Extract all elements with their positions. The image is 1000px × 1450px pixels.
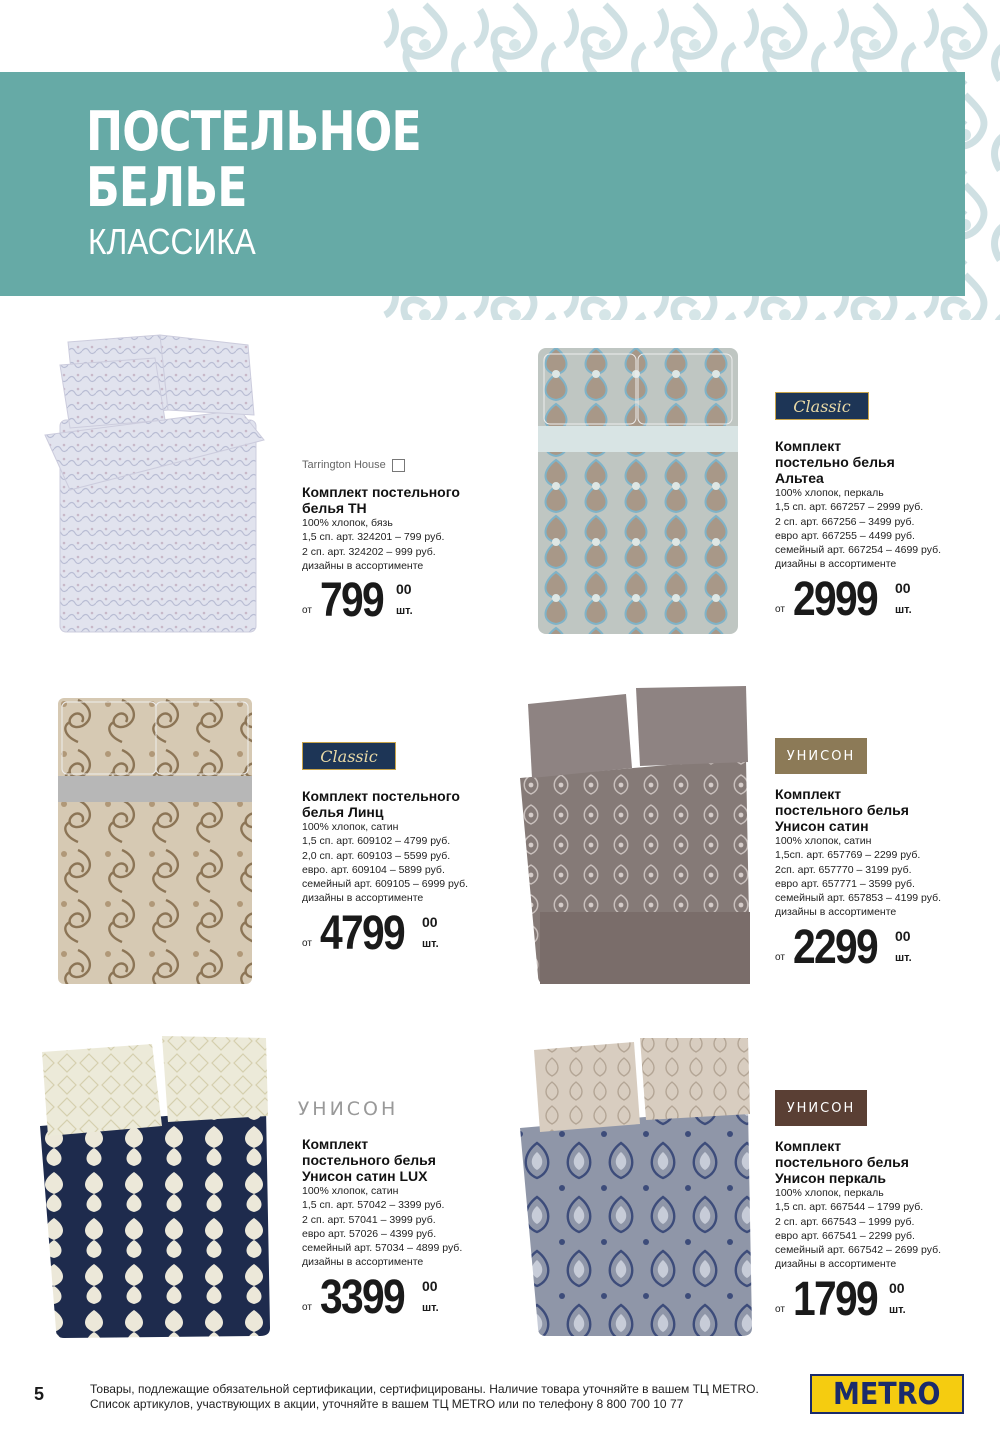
- metro-logo-text: METRO: [833, 1376, 941, 1412]
- spec-line: 2 сп. арт. 667256 – 3499 руб.: [775, 515, 915, 528]
- product-name-line: Альтеа: [775, 470, 824, 486]
- product-name-line: постельного белья: [775, 802, 909, 818]
- spec-line: 2,0 сп. арт. 609103 – 5599 руб.: [302, 849, 451, 862]
- spec-line: семейный арт. 657853 – 4199 руб.: [775, 892, 942, 905]
- product-specs: [775, 1186, 985, 1272]
- product-photo-th: [40, 330, 272, 640]
- page-title-line2: БЕЛЬЕ: [86, 156, 247, 219]
- spec-line: евро арт. 667541 – 2299 руб.: [775, 1229, 915, 1242]
- price-unit: шт.: [895, 951, 912, 964]
- brand-logo-unison: УНИСОН: [775, 738, 867, 774]
- spec-line: 1,5 сп. арт. 57042 – 3399 руб.: [302, 1199, 445, 1212]
- product-info-unison-satin: [775, 738, 985, 976]
- spec-line: 100% хлопок, бязь: [302, 517, 393, 529]
- product-name-line: Комплект: [775, 1138, 842, 1154]
- price-value: 4799: [320, 906, 404, 960]
- price-from: от: [302, 605, 312, 617]
- price-from: от: [775, 603, 785, 615]
- price-tag: [302, 574, 512, 629]
- brand-name: Tarrington House: [302, 459, 386, 471]
- spec-line: евро арт. 667255 – 4499 руб.: [775, 529, 915, 542]
- product-photo-unison-percale: [516, 1032, 756, 1338]
- header-banner: [0, 72, 965, 296]
- product-specs: [775, 486, 985, 572]
- spec-line: 2 сп. арт. 57041 – 3999 руб.: [302, 1213, 436, 1226]
- product-info-unison-lux: [297, 1094, 512, 1326]
- spec-line: дизайны в ассортименте: [775, 1258, 897, 1271]
- product-specs: [302, 820, 512, 906]
- price-unit: шт.: [396, 605, 413, 618]
- product-name-line: Комплект постельного: [302, 484, 460, 500]
- price-unit: шт.: [895, 603, 912, 616]
- spec-line: евро арт. 657771 – 3599 руб.: [775, 877, 915, 890]
- brand-logo-classic: Classic: [302, 742, 396, 770]
- footer-disclaimer: [90, 1382, 759, 1412]
- product-name-line: постельного белья: [302, 1152, 436, 1168]
- spec-line: 100% хлопок, сатин: [775, 835, 872, 847]
- spec-line: семейный арт. 667254 – 4699 руб.: [775, 544, 942, 557]
- spec-line: 1,5 сп. арт. 667544 – 1799 руб.: [775, 1201, 924, 1214]
- spec-line: семейный арт. 57034 – 4899 руб.: [302, 1242, 463, 1255]
- product-photo-unison-satin: [516, 682, 754, 986]
- product-name-line: постельно белья: [775, 454, 895, 470]
- spec-line: 1,5 сп. арт. 667257 – 2999 руб.: [775, 501, 924, 514]
- price-value: 2299: [793, 920, 877, 974]
- price-unit: шт.: [422, 937, 439, 950]
- product-name: [775, 786, 985, 834]
- spec-line: 100% хлопок, сатин: [302, 1185, 399, 1197]
- product-name-line: белья Линц: [302, 804, 384, 820]
- product-info-unison-percale: [775, 1090, 985, 1328]
- spec-line: дизайны в ассортименте: [302, 892, 424, 905]
- spec-line: евро. арт. 609104 – 5899 руб.: [302, 863, 445, 876]
- metro-logo: [810, 1374, 964, 1414]
- page-number: 5: [34, 1384, 45, 1404]
- price-tag: [302, 906, 512, 962]
- spec-line: дизайны в ассортименте: [775, 906, 897, 919]
- brand-logo-classic: Classic: [775, 392, 869, 420]
- product-name-line: Унисон сатин LUX: [302, 1168, 428, 1184]
- product-name-line: Комплект: [775, 786, 842, 802]
- product-name-line: Комплект постельного: [302, 788, 460, 804]
- price-value: 3399: [320, 1270, 404, 1324]
- price-tag: [775, 1272, 985, 1328]
- spec-line: 100% хлопок, перкаль: [775, 487, 884, 499]
- page-subtitle: КЛАССИКА: [88, 221, 256, 262]
- product-photo-unison-lux: [34, 1030, 274, 1340]
- product-name: [302, 788, 512, 820]
- product-name-line: Комплект: [302, 1136, 369, 1152]
- product-name: [302, 484, 512, 516]
- spec-line: дизайны в ассортименте: [302, 559, 424, 572]
- price-kop: 00: [396, 581, 412, 598]
- brand-tarrington: [302, 456, 512, 474]
- spec-line: дизайны в ассортименте: [775, 558, 897, 571]
- price-value: 799: [320, 574, 383, 628]
- product-photo-linz: [56, 696, 254, 986]
- spec-line: 100% хлопок, перкаль: [775, 1187, 884, 1199]
- price-tag: [775, 572, 985, 628]
- brand-logo-unison: УНИСОН: [775, 1090, 867, 1126]
- product-name-line: Комплект: [775, 438, 842, 454]
- product-info-linz: [302, 742, 512, 962]
- spec-line: 2 сп. арт. 667543 – 1999 руб.: [775, 1215, 915, 1228]
- brand-logo-unison: УНИСОН: [297, 1098, 399, 1120]
- product-name: [775, 1138, 985, 1186]
- house-icon: [392, 459, 405, 472]
- spec-line: дизайны в ассортименте: [302, 1256, 424, 1269]
- product-name-line: постельного белья: [775, 1154, 909, 1170]
- spec-line: евро арт. 57026 – 4399 руб.: [302, 1227, 437, 1240]
- price-kop: 00: [895, 927, 911, 944]
- product-info-altea: [775, 392, 985, 628]
- price-unit: шт.: [422, 1301, 439, 1314]
- price-kop: 00: [895, 579, 911, 596]
- price-tag: [302, 1270, 512, 1326]
- spec-line: 2сп. арт. 657770 – 3199 руб.: [775, 863, 912, 876]
- product-specs: [302, 516, 512, 573]
- product-info-th: [302, 456, 512, 629]
- product-name: [302, 1136, 512, 1184]
- price-from: от: [302, 1301, 312, 1313]
- price-kop: 00: [422, 1277, 438, 1294]
- spec-line: 1,5 сп. арт. 609102 – 4799 руб.: [302, 835, 451, 848]
- price-unit: шт.: [889, 1303, 906, 1316]
- price-from: от: [775, 1303, 785, 1315]
- spec-line: семейный арт. 667542 – 2699 руб.: [775, 1244, 942, 1257]
- price-kop: 00: [422, 913, 438, 930]
- product-photo-altea: [536, 346, 740, 636]
- price-kop: 00: [889, 1279, 905, 1296]
- spec-line: 2 сп. арт. 324202 – 999 руб.: [302, 545, 436, 558]
- product-name-line: Унисон перкаль: [775, 1170, 887, 1186]
- spec-line: 1,5 сп. арт. 324201 – 799 руб.: [302, 531, 445, 544]
- price-value: 1799: [793, 1272, 877, 1326]
- price-from: от: [775, 951, 785, 963]
- spec-line: семейный арт. 609105 – 6999 руб.: [302, 878, 469, 891]
- product-specs: [302, 1184, 512, 1270]
- product-name-line: белья ТН: [302, 500, 367, 516]
- footer-line: Товары, подлежащие обязательной сертификации, сертифицированы. Наличие товара уточняйте в вашем ТЦ METRO.: [90, 1382, 759, 1396]
- price-from: от: [302, 937, 312, 949]
- product-specs: [775, 834, 985, 920]
- product-name-line: Унисон сатин: [775, 818, 869, 834]
- page-title-line1: ПОСТЕЛЬНОЕ: [86, 100, 421, 163]
- price-value: 2999: [793, 572, 877, 626]
- footer-line: Список артикулов, участвующих в акции, уточняйте в вашем ТЦ METRO или по телефону 8 800 700 10 77: [90, 1397, 684, 1411]
- spec-line: 100% хлопок, сатин: [302, 821, 399, 833]
- price-tag: [775, 920, 985, 976]
- product-name: [775, 438, 985, 486]
- spec-line: 1,5сп. арт. 657769 – 2299 руб.: [775, 849, 921, 862]
